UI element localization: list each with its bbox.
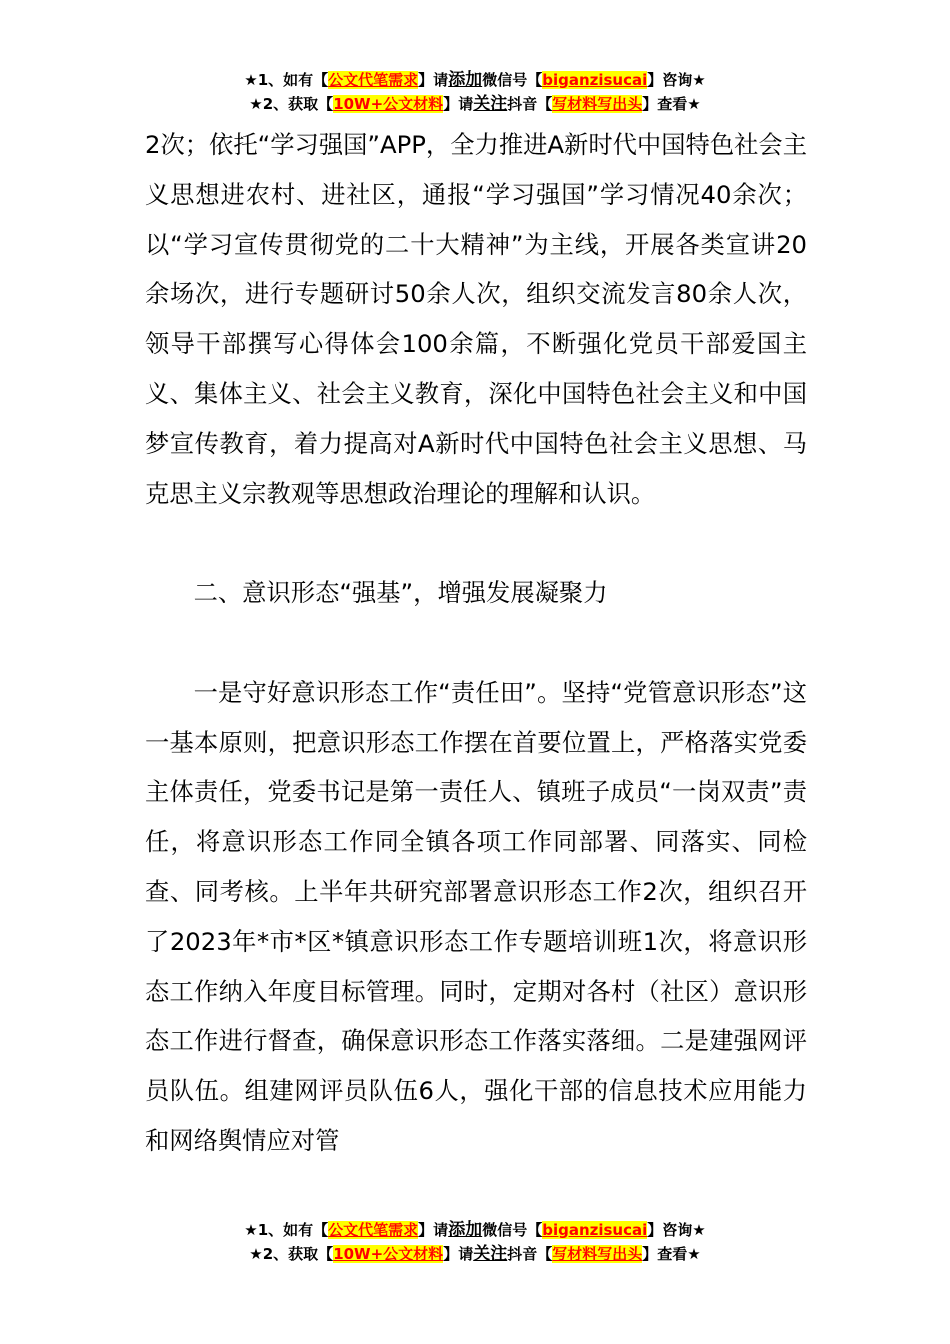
banner-line-2 bbox=[0, 1242, 950, 1266]
banner-emphasis: 添加 bbox=[448, 1220, 483, 1240]
banner-text: 】查看★ bbox=[642, 1245, 701, 1263]
banner-line-1 bbox=[0, 1218, 950, 1242]
banner-highlight: 10W+公文材料 bbox=[333, 95, 444, 113]
paragraph: 一是守好意识形态工作“责任田”。坚持“党管意识形态”这一基本原则，把意识形态工作摆在首要位置上，严格落实党委主体责任，党委书记是第一责任人、镇班子成员“一岗双责”责任，将意识形态工作同全镇各项工作同部署、同落实、同检查、同考核。上半年共研究部署意识形态工作2次，组织召开了2023年*市*区*镇意识形态工作专题培训班1次，将意识形态工作纳入年度目标管理。同时，定期对各村（社区）意识形态工作进行督查，确保意识形态工作落实落细。二是建强网评员队伍。组建网评员队伍6人，强化干部的信息技术应用能力和网络舆情应对管 bbox=[145, 677, 807, 1155]
banner-text: 】请 bbox=[418, 71, 449, 89]
banner-text: 微信号【 bbox=[482, 1221, 543, 1239]
banner-text: ★2、获取【 bbox=[249, 95, 334, 113]
wechat-id: biganzisucai bbox=[542, 1221, 648, 1239]
banner-text: ★1、如有【 bbox=[244, 71, 329, 89]
banner-line-1 bbox=[0, 68, 950, 92]
banner-text: 】咨询★ bbox=[647, 1221, 706, 1239]
banner-emphasis: 关注 bbox=[473, 1244, 508, 1264]
banner-line-2 bbox=[0, 92, 950, 116]
banner-emphasis: 添加 bbox=[448, 70, 483, 90]
document-body bbox=[145, 120, 807, 1166]
banner-text: 】请 bbox=[443, 95, 474, 113]
wechat-id: biganzisucai bbox=[542, 71, 648, 89]
banner-emphasis: 关注 bbox=[473, 94, 508, 114]
banner-text: 】咨询★ bbox=[647, 71, 706, 89]
paragraph: 2次；依托“学习强国”APP，全力推进A新时代中国特色社会主义思想进农村、进社区，通报“学习强国”学习情况40余次；以“学习宣传贯彻党的二十大精神”为主线，开展各类宣讲20余场次，进行专题研讨50余人次，组织交流发言80余人次，领导干部撰写心得体会100余篇，不断强化党员干部爱国主义、集体主义、社会主义教育，深化中国特色社会主义和中国梦宣传教育，着力提高对A新时代中国特色社会主义思想、马克思主义宗教观等思想政治理论的理解和认识。 bbox=[145, 130, 808, 508]
banner-text: 】请 bbox=[418, 1221, 449, 1239]
banner-text: ★2、获取【 bbox=[249, 1245, 334, 1263]
banner-text: 】查看★ bbox=[642, 95, 701, 113]
footer-banner bbox=[0, 1218, 950, 1266]
douyin-id: 写材料写出头 bbox=[552, 1245, 643, 1263]
banner-highlight: 10W+公文材料 bbox=[333, 1245, 444, 1263]
banner-text: ★1、如有【 bbox=[244, 1221, 329, 1239]
douyin-id: 写材料写出头 bbox=[552, 95, 643, 113]
banner-highlight: 公文代笔需求 bbox=[328, 1221, 419, 1239]
banner-text: 抖音【 bbox=[507, 95, 553, 113]
banner-text: 】请 bbox=[443, 1245, 474, 1263]
section-heading: 二、意识形态“强基”，增强发展凝聚力 bbox=[193, 578, 608, 608]
banner-highlight: 公文代笔需求 bbox=[328, 71, 419, 89]
header-banner bbox=[0, 68, 950, 116]
banner-text: 微信号【 bbox=[482, 71, 543, 89]
banner-text: 抖音【 bbox=[507, 1245, 553, 1263]
